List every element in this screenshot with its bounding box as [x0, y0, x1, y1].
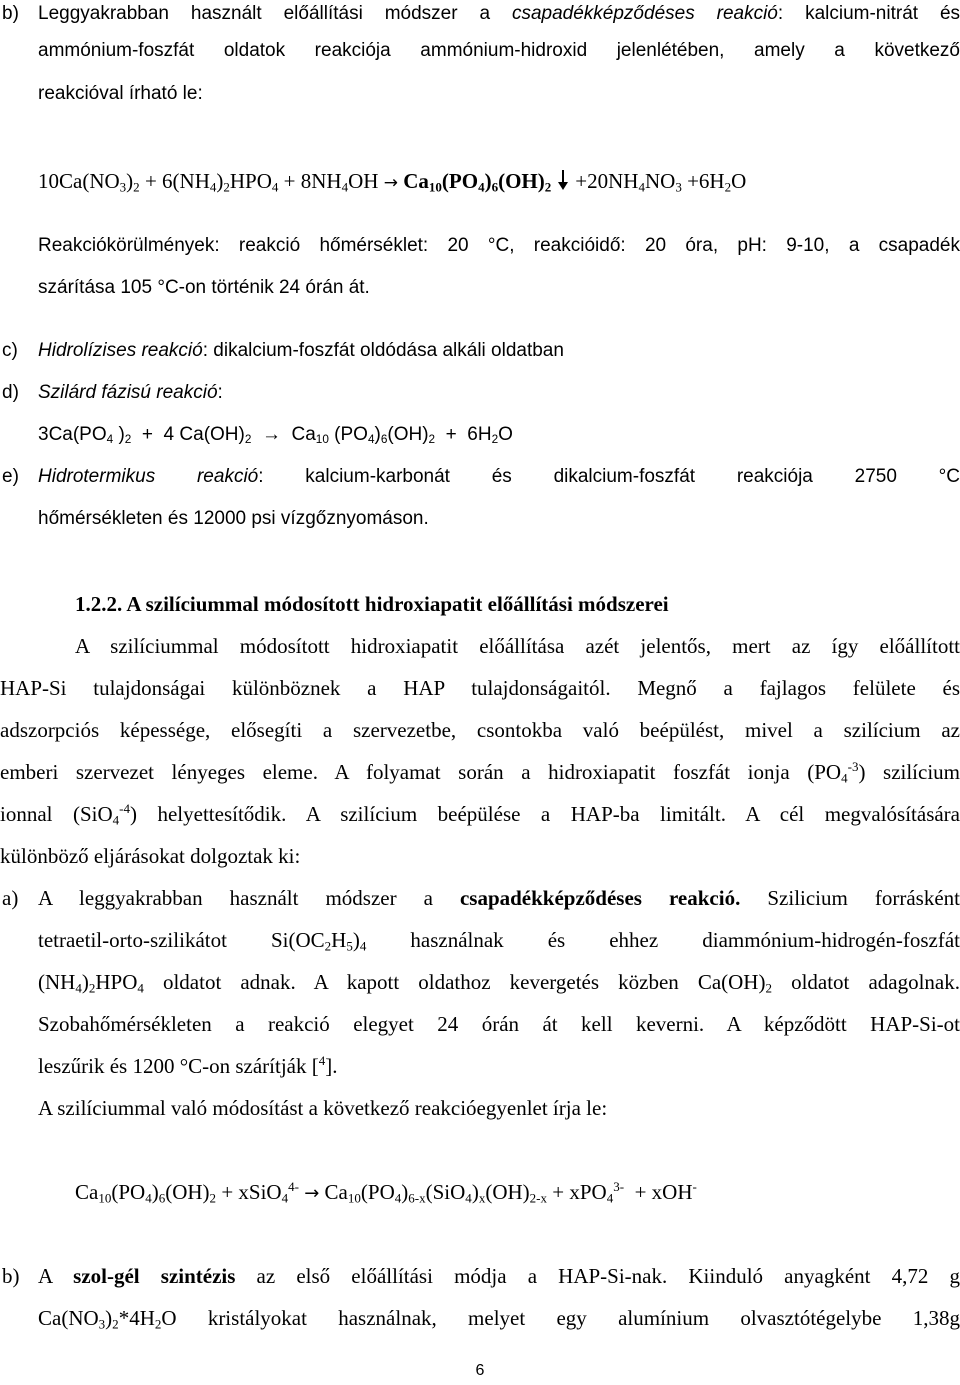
- section-e-line-2: hőmérsékleten és 12000 psi vízgőznyomáson.: [38, 508, 429, 529]
- equation-2: $3Ca(PO_4$ )$_2 + 4$ $Ca(OH)_2 \to Ca_{10}$ $(PO_4)_6(OH)_2 + 6H_2O$: [38, 424, 513, 446]
- para-line-3: adszorpciós képessége, elősegíti a szervezetbe, csontokba való beépülést, mivel a szilícium az: [0, 718, 960, 742]
- item-b-line-1: b) A szol-gél szintézis az első előállítási módja a HAP-Si-nak. Kiinduló anyagként 4,72 g: [2, 1264, 960, 1288]
- conditions-line-1: Reakciókörülmények: reakció hőmérséklet: 20 °C, reakcióidő: 20 óra, pH: 9-10, a csapadék: [38, 235, 960, 256]
- para-line-6: különböző eljárásokat dolgoztak ki:: [0, 844, 301, 868]
- section-d: d) Szilárd fázisú reakció:: [2, 382, 223, 403]
- item-a-line-5: leszűrik és 1200 °C-on szárítják [$^4$].: [38, 1053, 338, 1078]
- para-line-1: A szilíciummal módosított hidroxiapatit előállítása azét jelentős, mert az így előállított: [75, 634, 960, 658]
- item-a-line-2: tetraetil-orto-szilikátot $Si(OC_2H_5)_4$ használnak és ehhez diammónium-hidrogén-foszfát: [38, 928, 960, 954]
- equation-1: $10Ca(NO_3)_2 + 6(NH_4)_2HPO_4 + 8NH_4OH \to Ca_{10}(PO_4)_6(OH)_2 +20NH_4NO_3 +6H_2O$: [38, 169, 747, 195]
- section-c: c) Hidrolízises reakció: dikalcium-foszfát oldódása alkáli oldatban: [2, 340, 564, 361]
- page-number: 6: [475, 1362, 485, 1379]
- conditions-line-2: szárítása 105 °C-on történik 24 órán át.: [38, 277, 370, 298]
- para-line-4: emberi szervezet lényeges eleme. A folyamat során a hidroxiapatit foszfát ionja $(PO_4^{-3})$ szilícium: [0, 759, 960, 786]
- section-b-line-3: reakcióval írható le:: [38, 83, 203, 104]
- section-heading: 1.2.2. A szilíciummal módosított hidroxiapatit előállítási módszerei: [75, 592, 669, 616]
- item-b-line-2: $Ca(NO_3)_2*4H_2O$ kristályokat használnak, melyet egy alumínium olvasztótégelybe 1,38g: [38, 1306, 960, 1332]
- section-b-line-2: ammónium-foszfát oldatok reakciója ammónium-hidroxid jelenlétében, amely a következő: [38, 40, 960, 61]
- item-a-line-4: Szobahőmérsékleten a reakció elegyet 24 órán át kell keverni. A képződött HAP-Si-ot: [38, 1012, 960, 1036]
- item-a-line-3: $(NH_4)_2HPO_4$ oldatot adnak. A kapott oldathoz kevergetés közben $Ca(OH)_2$ oldatot adagolnak.: [38, 970, 960, 996]
- item-a-line-1: a) A leggyakrabban használt módszer a csapadékképződéses reakció. Szilicium forrásként: [2, 886, 960, 910]
- section-b-line-1: b) Leggyakrabban használt előállítási módszer a csapadékképződéses reakció: kalcium-nitrát és: [0, 0, 960, 28]
- para-line-5: ionnal (SiO$_4^{-4}$) helyettesítődik. A szilícium beépülése a HAP-ba limitált. A cél megvalósítására: [0, 801, 960, 828]
- section-e-line-1: e) Hidrotermikus reakció: kalcium-karbonát és dikalcium-foszfát reakciója 2750 °C: [2, 466, 960, 487]
- section-b-label: b): [2, 3, 19, 24]
- para-line-2: HAP-Si tulajdonságai különböznek a HAP tulajdonságaitól. Megnő a fajlagos felülete és: [0, 676, 960, 700]
- equation-3: $Ca_{10}(PO_4)_6(OH)_2$ + xSiO$_4^{4-}$ → $Ca_{10}(PO_4)_{6-x}(SiO_4)_x(OH)_{2-x} + xPO_4^{3-} + xOH^-$: [75, 1179, 697, 1206]
- item-a-line-6: A szilíciummal való módosítást a következő reakcióegyenlet írja le:: [38, 1096, 608, 1120]
- precipitate-arrow-icon: [557, 170, 569, 192]
